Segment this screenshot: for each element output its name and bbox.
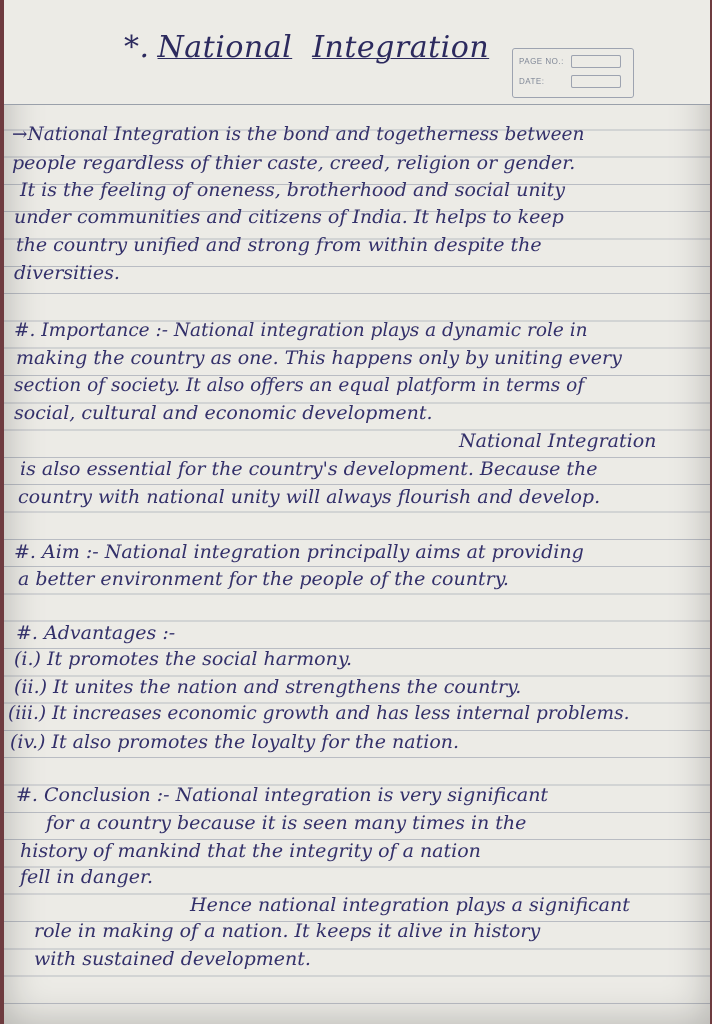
aim-line-1: #. Aim :- National integration principally aims at providing <box>14 541 584 563</box>
title-word-integration: Integration <box>312 30 490 65</box>
page-no-field <box>571 55 621 68</box>
importance-line-7: country with national unity will always flourish and develop. <box>18 486 601 508</box>
advantage-4: (iv.) It also promotes the loyalty for the nation. <box>10 731 460 753</box>
conclusion-line-3: history of mankind that the integrity of a nation <box>20 840 481 862</box>
advantages-heading: #. Advantages :- <box>16 622 176 644</box>
conclusion-line-1: #. Conclusion :- National integration is very significant <box>16 784 549 806</box>
intro-line-6: diversities. <box>14 262 120 284</box>
importance-line-1: #. Importance :- National integration plays a dynamic role in <box>14 320 588 341</box>
importance-line-5: National Integration <box>459 430 657 452</box>
date-field <box>571 75 621 88</box>
page-date-box <box>512 48 634 98</box>
conclusion-line-6: role in making of a nation. It keeps it alive in history <box>34 920 541 942</box>
importance-line-4: social, cultural and economic development. <box>14 402 433 424</box>
advantage-2: (ii.) It unites the nation and strengthens the country. <box>14 676 522 698</box>
page-no-label: PAGE NO.: <box>519 57 564 66</box>
title-symbol: *. <box>124 30 150 65</box>
date-label: DATE: <box>519 77 545 86</box>
page-title <box>124 30 489 65</box>
notebook-page <box>4 0 710 1024</box>
advantage-3: (iii.) It increases economic growth and has less internal problems. <box>8 703 630 724</box>
conclusion-line-2: for a country because it is seen many times in the <box>46 812 527 834</box>
importance-line-6: is also essential for the country's development. Because the <box>20 458 598 480</box>
conclusion-line-5: Hence national integration plays a significant <box>190 894 630 916</box>
intro-line-4: under communities and citizens of India. It helps to keep <box>14 206 564 228</box>
page-header-band <box>4 0 710 105</box>
title-word-national: National <box>157 30 293 65</box>
advantage-1: (i.) It promotes the social harmony. <box>14 648 353 670</box>
conclusion-line-7: with sustained development. <box>34 948 311 970</box>
intro-line-1: →National Integration is the bond and togetherness between <box>12 124 585 145</box>
intro-line-5: the country unified and strong from within despite the <box>16 234 542 256</box>
intro-line-2: people regardless of thier caste, creed, religion or gender. <box>12 152 576 174</box>
importance-line-2: making the country as one. This happens only by uniting every <box>16 347 622 369</box>
aim-line-2: a better environment for the people of the country. <box>18 568 509 590</box>
intro-line-3: It is the feeling of oneness, brotherhood and social unity <box>20 179 566 201</box>
importance-line-3: section of society. It also offers an equal platform in terms of <box>14 375 585 396</box>
conclusion-line-4: fell in danger. <box>20 866 153 888</box>
